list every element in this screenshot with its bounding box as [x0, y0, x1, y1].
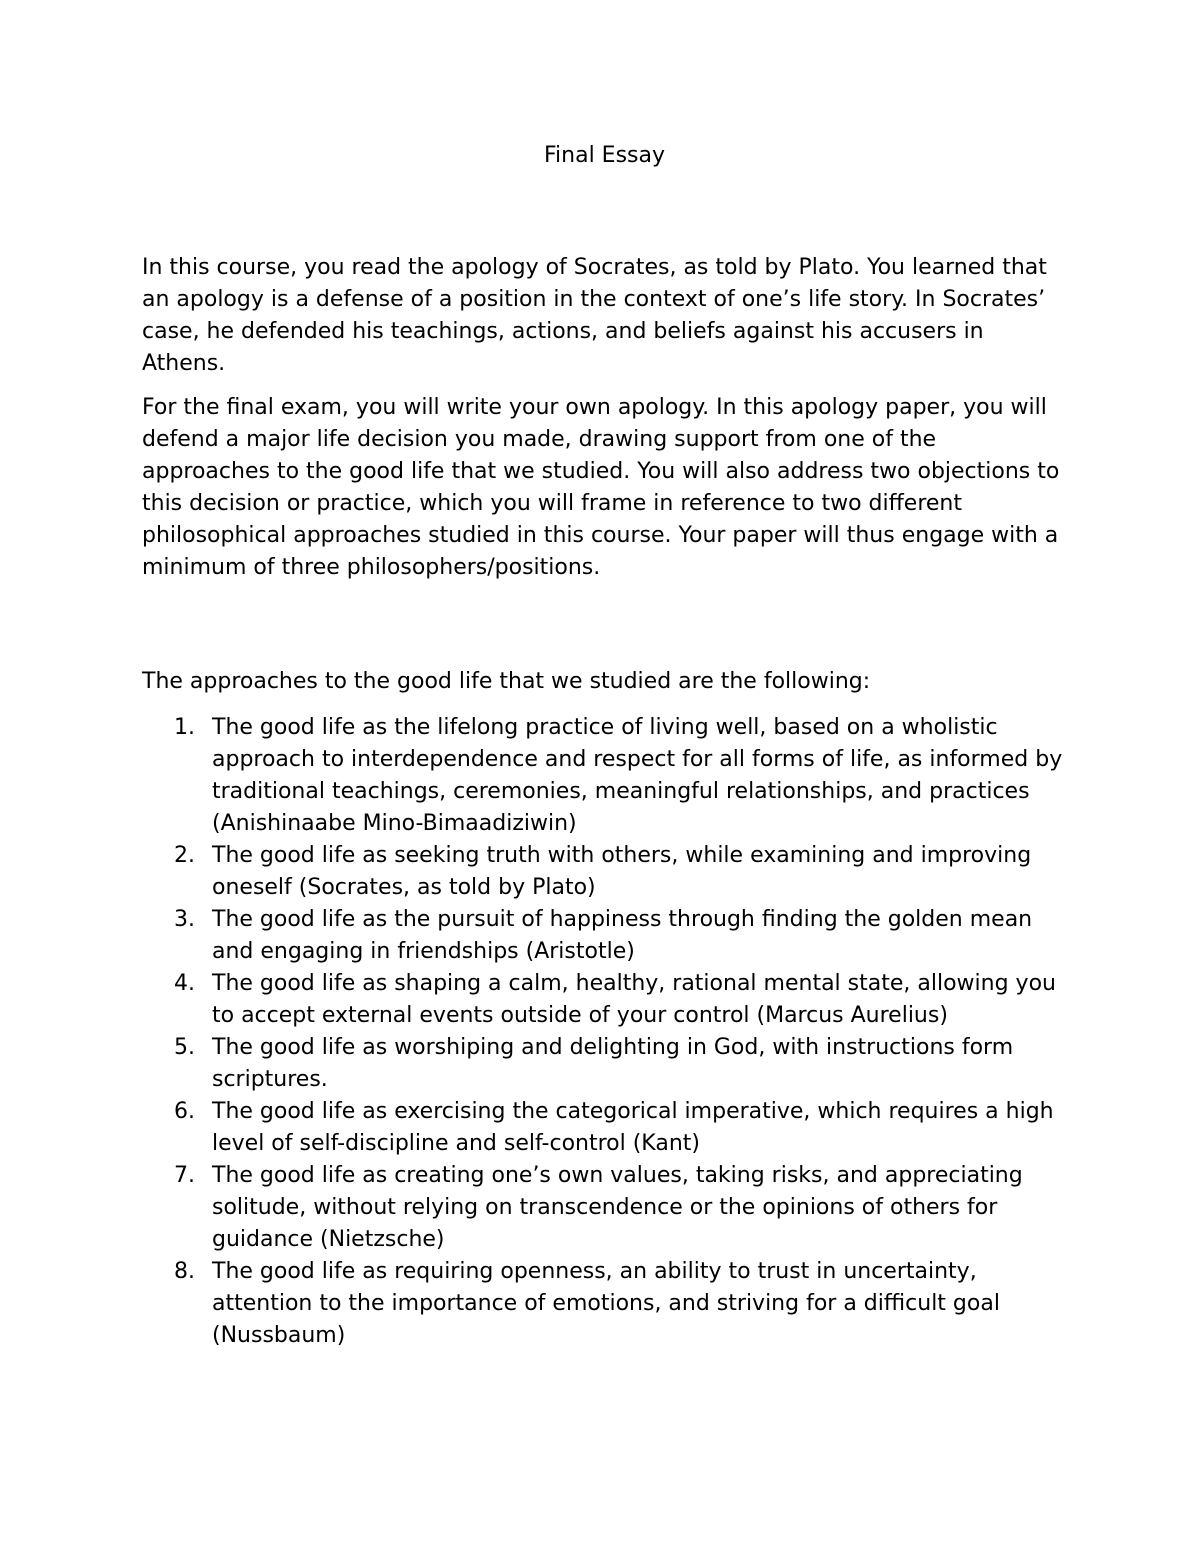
list-item-text: The good life as the lifelong practice of living well, based on a wholistic approach to interdependence and respect for all forms of life, as informed by traditional teachings, ceremonies, meaningful relationships, and practices (Anishinaabe Mino-Bimaadiziwin)	[212, 715, 1063, 836]
list-item-number: 5.	[174, 1035, 195, 1060]
list-item	[142, 1256, 1067, 1352]
list-item	[142, 968, 1067, 1032]
list-item-number: 2.	[174, 843, 195, 868]
list-item-text: The good life as the pursuit of happiness through finding the golden mean and engaging in friendships (Aristotle)	[212, 907, 1033, 964]
list-item	[142, 1096, 1067, 1160]
assignment-paragraph: For the final exam, you will write your own apology. In this apology paper, you will defend a major life decision you made, drawing support from one of the approaches to the good life that we studied. You will also address two objections to this decision or practice, which you will frame in reference to two different philosophical approaches studied in this course. Your paper will thus engage with a minimum of three philosophers/positions.	[142, 395, 1060, 580]
document-title: Final Essay	[543, 143, 666, 168]
document-page	[142, 138, 1067, 1352]
list-item-text: The good life as seeking truth with others, while examining and improving oneself (Socrates, as told by Plato)	[212, 843, 1032, 900]
intro-paragraph: In this course, you read the apology of Socrates, as told by Plato. You learned that an apology is a defense of a position in the context of one’s life story. In Socrates’ case, he defended his teachings, actions, and beliefs against his accusers in Athens.	[142, 255, 1047, 376]
list-item-number: 1.	[174, 715, 195, 740]
list-item-number: 4.	[174, 971, 195, 996]
list-item-text: The good life as worshiping and delighting in God, with instructions form scriptures.	[212, 1035, 1014, 1092]
list-item-number: 8.	[174, 1259, 195, 1284]
list-item	[142, 712, 1067, 840]
list-item-text: The good life as exercising the categorical imperative, which requires a high level of self-discipline and self-control (Kant)	[212, 1099, 1054, 1156]
list-item-text: The good life as requiring openness, an ability to trust in uncertainty, attention to the importance of emotions, and striving for a difficult goal (Nussbaum)	[212, 1259, 1000, 1348]
list-item	[142, 840, 1067, 904]
list-item	[142, 1032, 1067, 1096]
approaches-list	[142, 712, 1067, 1352]
list-item-text: The good life as shaping a calm, healthy, rational mental state, allowing you to accept external events outside of your control (Marcus Aurelius)	[212, 971, 1056, 1028]
approaches-intro: The approaches to the good life that we studied are the following:	[142, 669, 871, 694]
list-item-number: 3.	[174, 907, 195, 932]
list-item	[142, 904, 1067, 968]
list-item-number: 6.	[174, 1099, 195, 1124]
list-item	[142, 1160, 1067, 1256]
list-item-number: 7.	[174, 1163, 195, 1188]
list-item-text: The good life as creating one’s own values, taking risks, and appreciating solitude, without relying on transcendence or the opinions of others for guidance (Nietzsche)	[212, 1163, 1023, 1252]
